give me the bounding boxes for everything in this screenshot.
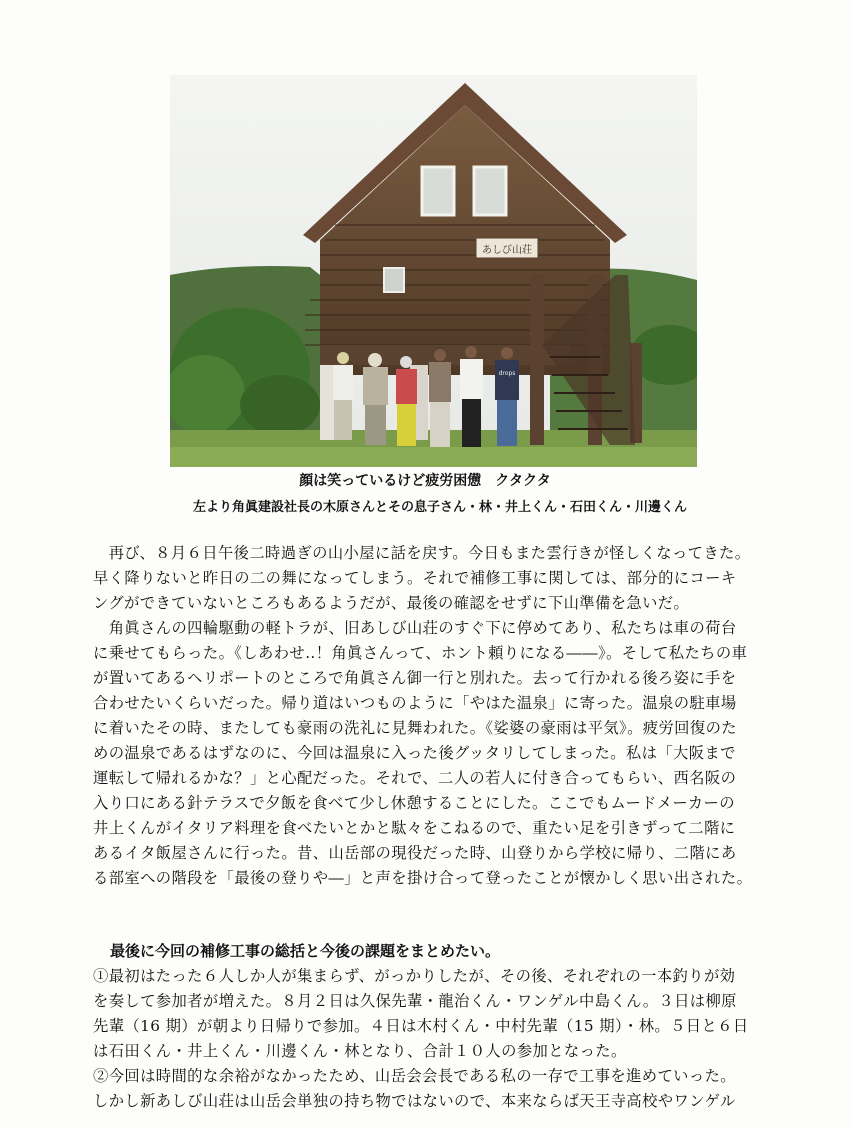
body-line: 再び、８月６日午後二時過ぎの山小屋に話を戻す。今日もまた雲行きが怪しくなってきた。 <box>93 544 751 562</box>
body-line: 角眞さんの四輪駆動の軽トラが、旧あしび山荘のすぐ下に停めてあり、私たちは車の荷台 <box>93 619 737 637</box>
summary-line: を奏して参加者が増えた。８月２日は久保先輩・龍治くん・ワンゲル中島くん。３日は柳原 <box>93 992 737 1010</box>
body-line: に着いたその時、またしても豪雨の洗礼に見舞われた。《娑婆の豪雨は平気》。疲労回復のた <box>93 719 737 737</box>
summary-list <box>93 964 763 1114</box>
narrative-body <box>93 541 763 891</box>
body-line: 合わせたいくらいだった。帰り道はいつものように「やはた温泉」に寄った。温泉の駐車場 <box>93 694 737 712</box>
body-line: る部室への階段を「最後の登りや―」と声を掛け合って登ったことが懐かしく思い出された。 <box>93 869 753 887</box>
summary-line: ②今回は時間的な余裕がなかったため、山岳会会長である私の一存で工事を進めていった。 <box>93 1067 736 1085</box>
body-line: めの温泉であるはずなのに、今回は温泉に入った後グッタリしてしまった。私は「大阪まで <box>93 744 736 762</box>
body-line: が置いてあるヘリポートのところで角眞さん御一行と別れた。去って行かれる後ろ姿に手を <box>93 669 737 687</box>
summary-line: しかし新あしび山荘は山岳会単独の持ち物ではないので、本来ならば天王寺高校やワンゲル <box>93 1092 736 1110</box>
body-line: ングができていないところもあるようだが、最後の確認をせずに下山準備を急いだ。 <box>93 594 690 612</box>
body-line: 井上くんがイタリア料理を食べたいとかと駄々をこねるので、重たい足を引きずって二階に <box>93 819 736 837</box>
body-line: 運転して帰れるかな？」と心配だった。それで、二人の若人に付き合ってもらい、西名阪の <box>93 769 737 787</box>
shirt-print-text: drops <box>498 370 516 377</box>
summary-heading: 最後に今回の補修工事の総括と今後の課題をまとめたい。 <box>110 942 501 960</box>
photo-caption-title: 顔は笑っているけど疲労困憊 クタクタ <box>299 473 551 489</box>
photo-caption-people: 左より角眞建設社長の木原さんとその息子さん・林・井上くん・石田くん・川邊くん <box>192 500 687 515</box>
cabin-group-photo <box>170 75 697 467</box>
body-line: に乗せてもらった。《しあわせ‥！角眞さんって、ホント頼りになる――》。そして私たちの車 <box>93 644 748 662</box>
summary-line: は石田くん・井上くん・川邊くん・林となり、合計１０人の参加となった。 <box>93 1042 627 1060</box>
summary-line: 先輩（16 期）が朝より日帰りで参加。４日は木村くん・中村先輩（15 期）・林。５日と６日 <box>93 1017 749 1035</box>
cabin-sign-text: あしび山荘 <box>482 245 532 256</box>
body-line: 入り口にある針テラスで夕飯を食べて少し休憩することにした。ここでもムードメーカーの <box>93 794 735 812</box>
summary-line: ①最初はたった６人しか人が集まらず、がっかりしたが、その後、それぞれの一本釣りが効 <box>93 967 736 985</box>
body-line: 早く降りないと昨日の二の舞になってしまう。それで補修工事に関しては、部分的にコーキ <box>93 569 737 587</box>
body-line: あるイタ飯屋さんに行った。昔、山岳部の現役だった時、山登りから学校に帰り、二階にあ <box>93 844 737 862</box>
